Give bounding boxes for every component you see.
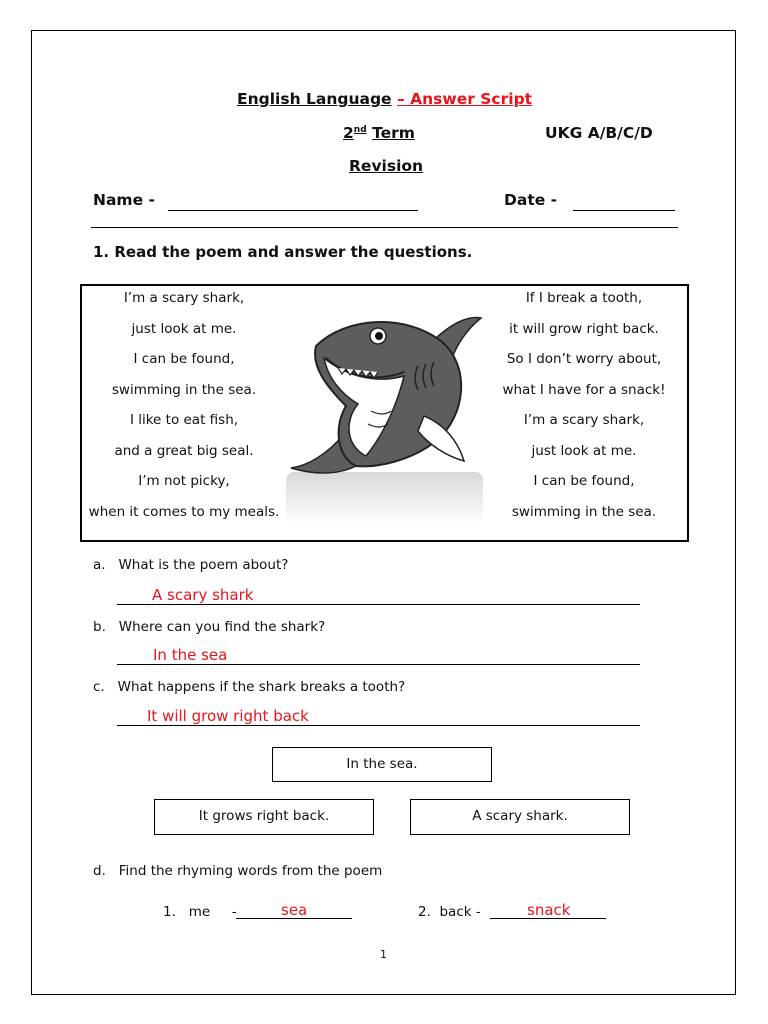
- class-label: UKG A/B/C/D: [545, 124, 653, 142]
- poem-line: So I don’t worry about,: [506, 351, 662, 367]
- section-instruction: [93, 243, 472, 261]
- poem-box: [80, 284, 689, 542]
- title: [237, 90, 532, 108]
- term-superscript: nd: [353, 124, 367, 135]
- question-label: b.: [93, 619, 106, 635]
- name-field[interactable]: [168, 190, 418, 211]
- page-number: 1: [380, 948, 387, 961]
- section-number: 1.: [93, 243, 110, 261]
- rhyme-item-2: [418, 904, 481, 920]
- header-divider: [91, 227, 678, 228]
- question-c: [93, 679, 405, 695]
- poem-line: I’m a scary shark,: [123, 290, 245, 306]
- answer-b: In the sea: [153, 646, 228, 664]
- rhyme-word: back: [439, 904, 472, 920]
- question-label: d.: [93, 863, 106, 879]
- question-text: What is the poem about?: [118, 557, 289, 573]
- rhyme-sep: -: [475, 904, 481, 920]
- rhyme-sep: -: [231, 904, 237, 920]
- poem-line: I like to eat fish,: [129, 412, 239, 428]
- name-label: Name -: [93, 191, 155, 209]
- rhyme-answer-1: sea: [281, 901, 308, 919]
- rhyme-num: 1.: [163, 904, 176, 920]
- question-label: c.: [93, 679, 105, 695]
- rhyme-item-1: [163, 904, 237, 920]
- rhyme-num: 2.: [418, 904, 431, 920]
- question-label: a.: [93, 557, 106, 573]
- option-box-scary-shark[interactable]: A scary shark.: [410, 799, 630, 835]
- poem-line: just look at me.: [131, 321, 237, 337]
- answer-script-label: – Answer Script: [396, 90, 533, 108]
- poem-line: I’m not picky,: [138, 473, 230, 489]
- rhyme-word: me: [188, 904, 211, 920]
- term-number: 2: [343, 124, 354, 142]
- poem-line: swimming in the sea.: [511, 504, 657, 520]
- poem-line: swimming in the sea.: [111, 382, 257, 398]
- shark-shadow: [286, 472, 483, 524]
- answer-c: It will grow right back: [147, 707, 309, 725]
- question-text: Find the rhyming words from the poem: [118, 863, 383, 879]
- subject-title: English Language: [237, 90, 392, 108]
- date-label: Date -: [504, 191, 558, 209]
- question-text: What happens if the shark breaks a tooth?: [117, 679, 406, 695]
- question-a: [93, 557, 288, 573]
- poem-line: I can be found,: [133, 351, 235, 367]
- poem-line: I’m a scary shark,: [523, 412, 645, 428]
- answer-a: A scary shark: [152, 586, 254, 604]
- term-word: Term: [372, 124, 415, 142]
- rhyme-answer-2: snack: [527, 901, 571, 919]
- question-b: [93, 619, 325, 635]
- question-text: Where can you find the shark?: [118, 619, 326, 635]
- date-field[interactable]: [573, 190, 675, 211]
- poem-line: when it comes to my meals.: [88, 504, 280, 520]
- question-d: [93, 863, 382, 879]
- poem-line: If I break a tooth,: [525, 290, 643, 306]
- revision-label: Revision: [349, 157, 424, 175]
- poem-line: just look at me.: [531, 443, 637, 459]
- poem-line: what I have for a snack!: [502, 382, 666, 398]
- shark-pupil: [375, 332, 383, 340]
- poem-line: I can be found,: [533, 473, 635, 489]
- section-text: Read the poem and answer the questions.: [114, 243, 473, 261]
- poem-line: it will grow right back.: [509, 321, 659, 337]
- option-box-grows-back[interactable]: It grows right back.: [154, 799, 374, 835]
- poem-line: and a great big seal.: [114, 443, 254, 459]
- term-label: [343, 124, 415, 142]
- option-box-in-the-sea[interactable]: In the sea.: [272, 747, 492, 782]
- shark-illustration: [286, 306, 486, 526]
